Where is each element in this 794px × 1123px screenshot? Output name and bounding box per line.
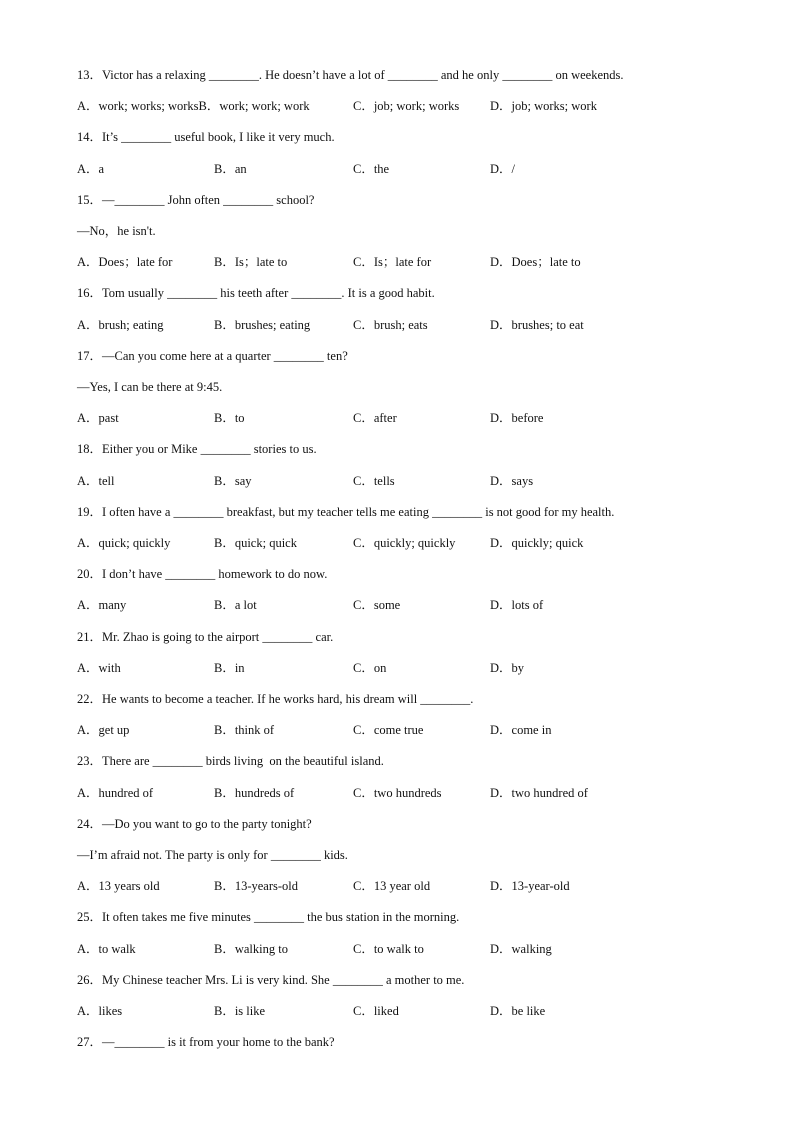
answer-option: D．two hundred of bbox=[490, 785, 588, 800]
answer-option: B．think of bbox=[214, 723, 275, 738]
answer-option: B．hundreds of bbox=[214, 785, 295, 800]
options-row bbox=[77, 722, 754, 738]
question-stem: 22．He wants to become a teacher. If he works hard, his dream will ________. bbox=[77, 692, 474, 706]
question-stem: 24．—Do you want to go to the party tonight? bbox=[77, 816, 312, 831]
answer-option: D．before bbox=[490, 411, 544, 426]
answer-option: C．brush; eats bbox=[353, 317, 428, 332]
options-row bbox=[77, 161, 754, 177]
answer-option: D．quickly; quick bbox=[490, 536, 584, 550]
answer-option: C．liked bbox=[353, 1004, 399, 1018]
answer-option: D．13-year-old bbox=[490, 879, 570, 894]
answer-option: C．some bbox=[353, 598, 401, 613]
answer-option: B．is like bbox=[214, 1004, 266, 1018]
answer-option: A．likes bbox=[77, 1004, 123, 1018]
answer-option: B．to bbox=[214, 411, 245, 426]
answer-option: D．lots of bbox=[490, 598, 544, 613]
options-row bbox=[77, 878, 754, 894]
answer-option: C．come true bbox=[353, 723, 424, 738]
options-row bbox=[77, 1003, 754, 1019]
answer-option: D．Does；late to bbox=[490, 255, 581, 270]
answer-option: A．with bbox=[77, 660, 121, 675]
answer-option: B．say bbox=[214, 473, 252, 488]
answer-option: C．two hundreds bbox=[353, 785, 442, 800]
answer-option: A．past bbox=[77, 411, 119, 426]
options-row bbox=[77, 660, 754, 676]
question-stem: 26．My Chinese teacher Mrs. Li is very kind. She ________ a mother to me. bbox=[77, 972, 465, 987]
answer-option: D．brushes; to eat bbox=[490, 317, 584, 332]
answer-option: A．hundred of bbox=[77, 785, 154, 800]
options-row bbox=[77, 317, 754, 333]
answer-option: B．brushes; eating bbox=[214, 317, 311, 332]
options-row bbox=[77, 597, 754, 613]
answer-option: D．be like bbox=[490, 1004, 546, 1018]
answer-option: A．13 years old bbox=[77, 879, 160, 894]
answer-option: C．after bbox=[353, 411, 397, 426]
answer-option: A．Does；late for bbox=[77, 255, 173, 270]
question-stem: 14．It’s ________ useful book, I like it very much. bbox=[77, 130, 335, 145]
options-row bbox=[77, 254, 754, 270]
options-row bbox=[77, 535, 754, 551]
options-row bbox=[77, 785, 754, 801]
answer-option: A．to walk bbox=[77, 941, 136, 956]
answer-option: B．13-years-old bbox=[214, 879, 299, 894]
question-stem: 13．Victor has a relaxing ________. He doesn’t have a lot of ________ and he only ________ on weekends. bbox=[77, 68, 624, 82]
options-row bbox=[77, 98, 754, 114]
question-stem: 25．It often takes me five minutes ________ the bus station in the morning. bbox=[77, 910, 460, 925]
dialogue-reply: —No，he isn't. bbox=[77, 224, 156, 238]
dialogue-reply: —I’m afraid not. The party is only for ________ kids. bbox=[77, 848, 348, 862]
answer-option: B．an bbox=[214, 161, 247, 176]
answer-option: C．to walk to bbox=[353, 941, 424, 956]
answer-option: C．13 year old bbox=[353, 879, 431, 894]
answer-option: C．job; work; works bbox=[353, 99, 460, 114]
answer-option: A．tell bbox=[77, 473, 115, 488]
question-stem: 21．Mr. Zhao is going to the airport ________ car. bbox=[77, 629, 334, 644]
question-stem: 16．Tom usually ________ his teeth after ________. It is a good habit. bbox=[77, 286, 435, 301]
question-stem: 15．—________ John often ________ school? bbox=[77, 192, 315, 207]
answer-option: B．in bbox=[214, 660, 245, 675]
answer-option: C．tells bbox=[353, 473, 395, 488]
answer-option: B．walking to bbox=[214, 941, 288, 956]
answer-option: D．/ bbox=[490, 161, 516, 176]
answer-option: C．Is；late for bbox=[353, 255, 432, 270]
answer-option: C．quickly; quickly bbox=[353, 536, 456, 550]
answer-option: B．Is；late to bbox=[214, 255, 288, 270]
options-row bbox=[77, 473, 754, 489]
answer-option: A．a bbox=[77, 161, 105, 176]
answer-option: D．by bbox=[490, 660, 525, 675]
question-stem: 17．—Can you come here at a quarter ________ ten? bbox=[77, 348, 348, 363]
question-stem: 23．There are ________ birds living on the beautiful island. bbox=[77, 754, 384, 769]
answer-option: A．many bbox=[77, 598, 127, 613]
answer-option: C．the bbox=[353, 161, 390, 176]
question-stem: 18．Either you or Mike ________ stories to us. bbox=[77, 442, 317, 457]
question-stem: 27．—________ is it from your home to the bank? bbox=[77, 1035, 335, 1050]
answer-option: C．on bbox=[353, 660, 387, 675]
answer-option: A．get up bbox=[77, 723, 130, 738]
options-row bbox=[77, 941, 754, 957]
question-stem: 20．I don’t have ________ homework to do now. bbox=[77, 567, 328, 582]
options-row bbox=[77, 410, 754, 426]
answer-option: D．come in bbox=[490, 723, 552, 738]
answer-option: D．job; works; work bbox=[490, 99, 597, 114]
answer-option: D．says bbox=[490, 473, 534, 488]
answer-option: D．walking bbox=[490, 941, 552, 956]
answer-option: A．quick; quickly bbox=[77, 536, 171, 550]
answer-option: A．work; works; worksB．work; work; work bbox=[77, 99, 310, 114]
question-stem: 19．I often have a ________ breakfast, but my teacher tells me eating ________ is not good for my health. bbox=[77, 504, 615, 519]
answer-option: B．a lot bbox=[214, 598, 257, 613]
answer-option: A．brush; eating bbox=[77, 317, 164, 332]
answer-option: B．quick; quick bbox=[214, 536, 297, 550]
dialogue-reply: —Yes, I can be there at 9:45. bbox=[77, 380, 223, 394]
